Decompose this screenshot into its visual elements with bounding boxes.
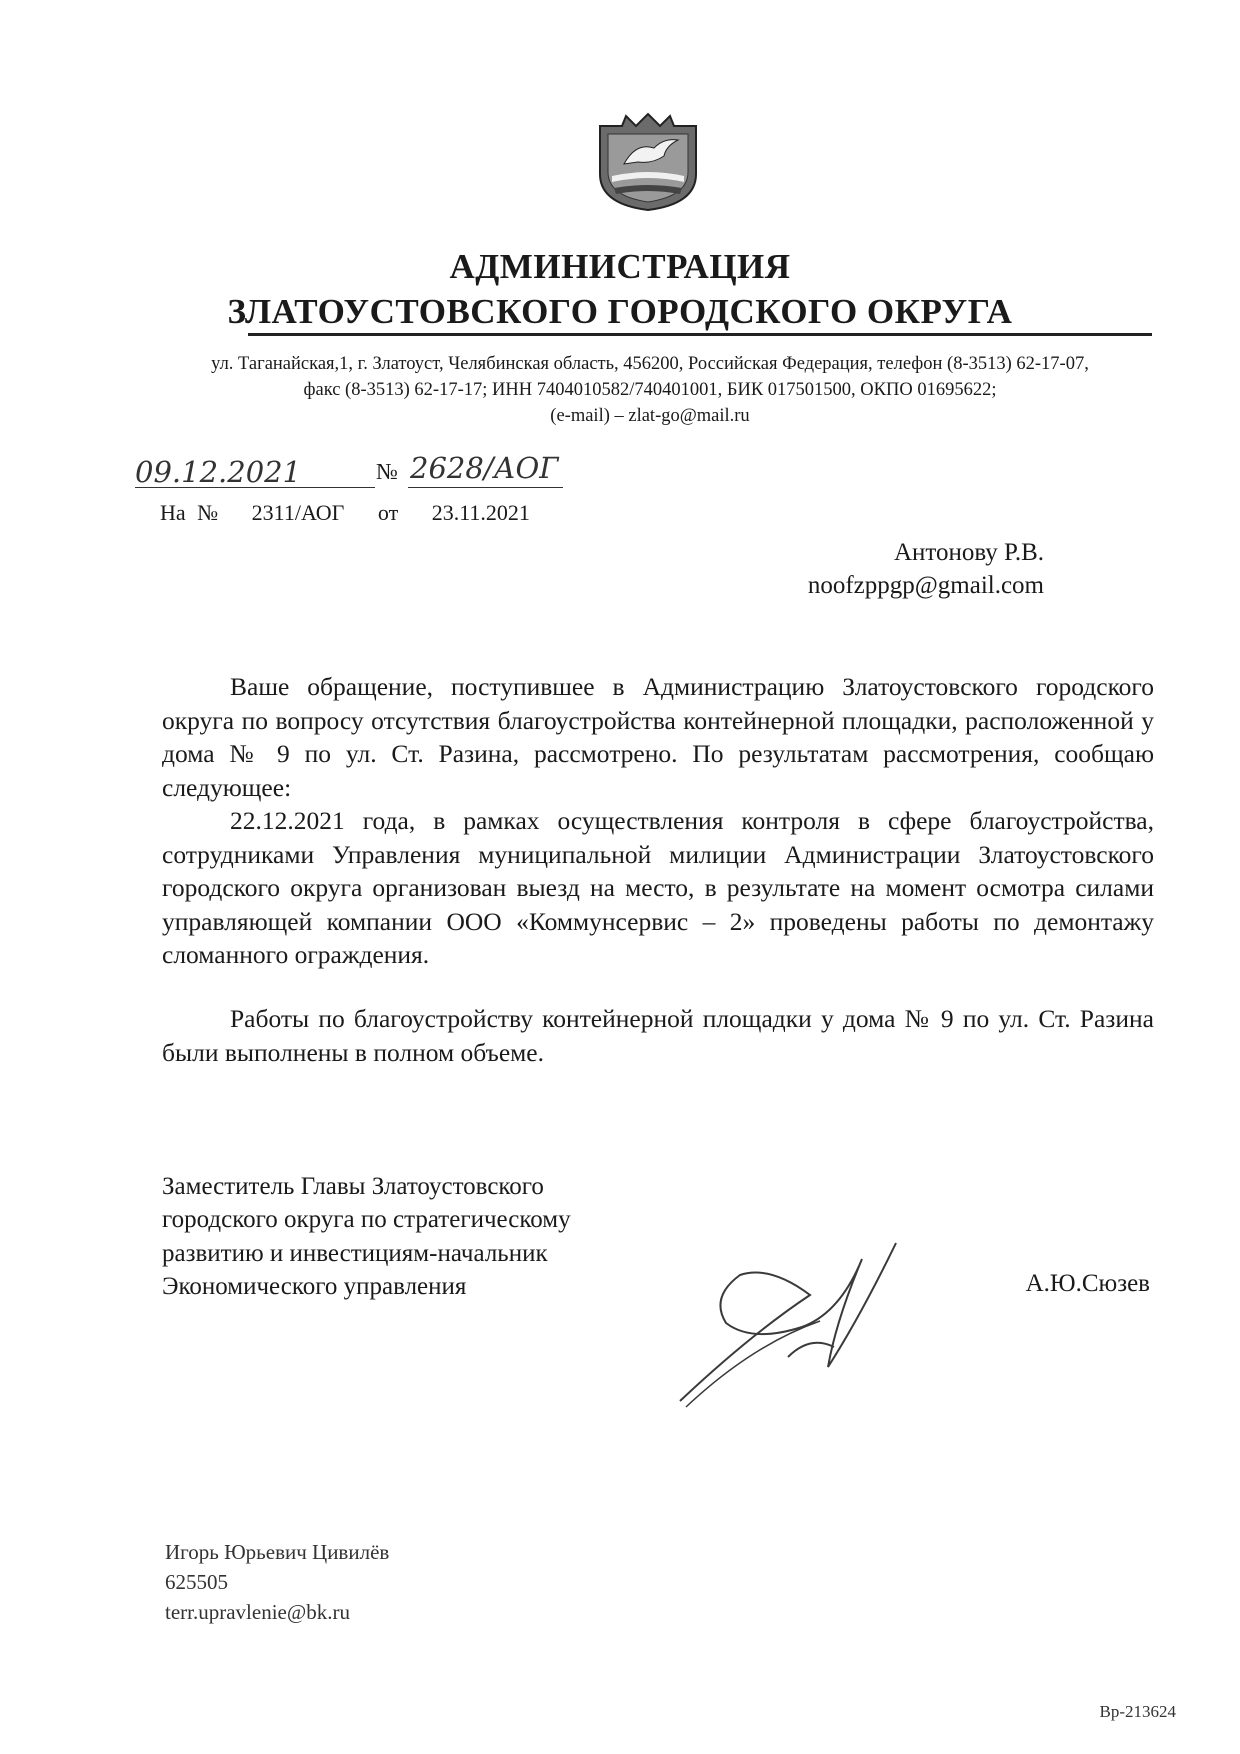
contact-address: ул. Таганайская,1, г. Златоуст, Челябинская область, 456200, Российская Федерация, телефон (8-3513) 62-17-07, [211,354,1089,374]
reference-line [160,500,552,526]
body-paragraph-3: Работы по благоустройству контейнерной площадки у дома № 9 по ул. Ст. Разина были выполнены в полном объеме. [162,1004,1154,1067]
executor-email: terr.upravlenie@bk.ru [165,1600,350,1624]
signer-position-line4: Экономического управления [162,1273,467,1300]
signer-position-line1: Заместитель Главы Златоустовского [162,1173,544,1200]
handwritten-signature [660,1225,930,1415]
coat-of-arms-icon [592,112,704,212]
signer-name: А.Ю.Сюзев [1025,1270,1150,1297]
ref-date: 23.11.2021 [431,500,530,525]
ref-number: 2311/АОГ [251,500,345,525]
outgoing-number: 2628/АОГ [410,451,559,485]
signer-position-line3: развитию и инвестициям-начальник [162,1240,548,1267]
body-paragraph-1: Ваше обращение, поступившее в Администрацию Златоустовского городского округа по вопросу отсутствия благоустройства контейнерной площадки, расположенной у дома № 9 по ул. Ст. Разина, рассмотрено. По результатам рассмотрения, сообщаю следующее: [162,672,1154,802]
document-code: Вр-213624 [1099,1702,1176,1721]
date-underline [135,487,375,488]
outgoing-date: 09.12.2021 [135,455,302,489]
executor-name: Игорь Юрьевич Цивилёв [165,1540,390,1564]
header-divider [248,333,1152,336]
contact-email: (e-mail) – zlat-go@mail.ru [550,406,750,426]
recipient-name: Антонову Р.В. [893,539,1044,566]
number-label: № [376,459,398,484]
recipient-email: noofzppgp@gmail.com [807,572,1044,599]
executor-phone: 625505 [165,1570,228,1594]
body-paragraph-2: 22.12.2021 года, в рамках осуществления контроля в сфере благоустройства, сотрудниками Управления муниципальной милиции Администрации Златоустовского городского округа организован выезд на место, в результате на момент осмотра силами управляющей компании ООО «Коммунсервис – 2» проведены работы по демонтажу сломанного ограждения. [162,806,1154,969]
number-underline [408,487,563,488]
ref-label: На № [160,500,219,525]
contact-fax-requisites: факс (8-3513) 62-17-17; ИНН 7404010582/740401001, БИК 017501500, ОКПО 01695622; [303,380,997,400]
ref-from: от [377,500,399,525]
org-title-line2: ЗЛАТОУСТОВСКОГО ГОРОДСКОГО ОКРУГА [227,292,1013,331]
org-title-line1: АДМИНИСТРАЦИЯ [449,247,791,286]
signer-position-line2: городского округа по стратегическому [162,1206,571,1233]
